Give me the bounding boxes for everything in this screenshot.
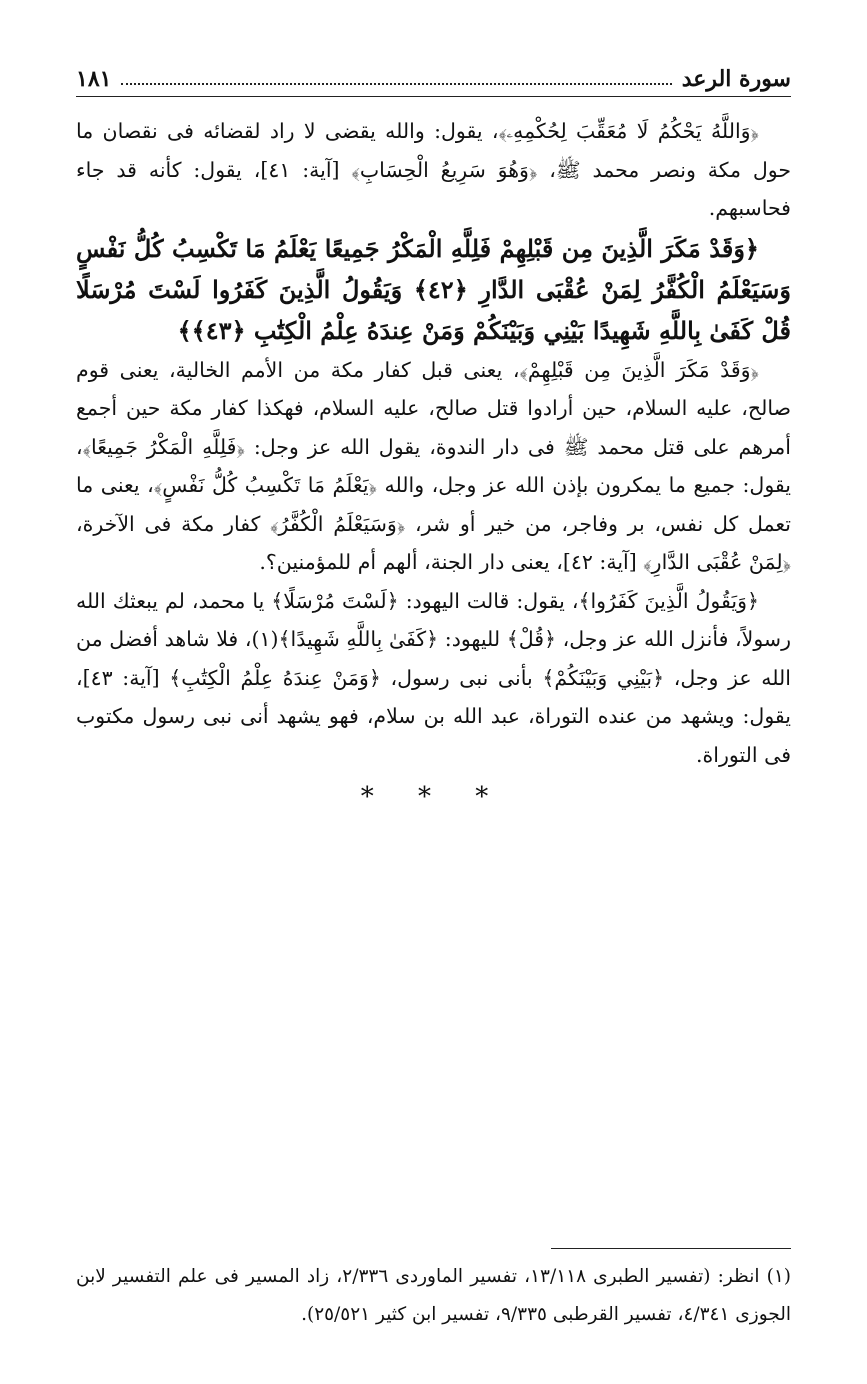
surah-title: سورة الرعد bbox=[681, 66, 791, 92]
section-separator: * * * bbox=[360, 782, 507, 812]
running-header bbox=[76, 58, 791, 92]
paragraph-2: ﴿وَقَدْ مَكَرَ الَّذِينَ مِن قَبْلِهِمْ﴾، يعنى قبل كفار مكة من الأمم الخالية، يعنى قوم صالح، عليه السلام، حين أرادوا قتل صالح، عليه السلام، فهكذا كفار مكة حين أجمع أمرهم على قتل محمد ﷺ فى دار الندوة، يقول الله عز وجل: ﴿فَلِلَّهِ الْمَكْرُ جَمِيعًا﴾، يقول: جميع ما يمكرون بإذن الله عز وجل، والله ﴿يَعْلَمُ مَا تَكْسِبُ كُلُّ نَفْسٍ﴾، يعنى ما تعمل كل نفس، بر وفاجر، من خير أو شر، ﴿وَسَيَعْلَمُ الْكُفَّرُ﴾ كفار مكة فى الآخرة، ﴿لِمَنْ عُقْبَى الدَّارِ﴾ [آية: ٤٢]، يعنى دار الجنة، ألهم أم للمؤمنين؟. bbox=[76, 357, 791, 574]
paragraph-3: ﴿وَيَقُولُ الَّذِينَ كَفَرُوا﴾، يقول: قالت اليهود: ﴿لَسْتَ مُرْسَلًا﴾ يا محمد، لم يبعثك الله رسولاً، فأنزل الله عز وجل، ﴿قُلْ﴾ لليهود: ﴿كَفَىٰ بِاللَّهِ شَهِيدًا﴾(١)، فلا شاهد أفضل من الله عز وجل، ﴿بَيْنِي وَبَيْنَكُمْ﴾ بأنى نبى رسول، ﴿وَمَنْ عِندَهُ عِلْمُ الْكِتَٰبِ﴾ [آية: ٤٣]، يقول: ويشهد من عنده التوراة، عبد الله بن سلام، فهو يشهد أنى نبى رسول مكتوب فى التوراة. bbox=[76, 588, 791, 767]
page-number: ١٨١ bbox=[76, 66, 112, 92]
header-dot-leader bbox=[121, 83, 671, 85]
main-text bbox=[76, 112, 791, 817]
header-rule bbox=[76, 96, 791, 97]
quran-verse-block: ﴿وَقَدْ مَكَرَ الَّذِينَ مِن قَبْلِهِمْ فَلِلَّهِ الْمَكْرُ جَمِيعًا يَعْلَمُ مَا تَكْسِبُ كُلُّ نَفْسٍ وَسَيَعْلَمُ الْكُفَّرُ لِمَنْ عُقْبَى الدَّارِ ﴿٤٢﴾ وَيَقُولُ الَّذِينَ كَفَرُوا لَسْتَ مُرْسَلًا قُلْ كَفَىٰ بِاللَّهِ شَهِيدًا بَيْنِي وَبَيْنَكُمْ وَمَنْ عِندَهُ عِلْمُ الْكِتَٰبِ ﴿٤٣﴾﴾ bbox=[76, 233, 791, 345]
paragraph-1: ﴿وَاللَّهُ يَحْكُمُ لَا مُعَقِّبَ لِحُكْمِهِۦ﴾، يقول: والله يقضى لا راد لقضائه فى نقصان ما حول مكة ونصر محمد ﷺ، ﴿وَهُوَ سَرِيعُ الْحِسَابِ﴾ [آية: ٤١]، يقول: كأنه قد جاء فحاسبهم. bbox=[76, 119, 792, 220]
footnote-rule bbox=[551, 1248, 791, 1249]
footnotes bbox=[76, 1258, 791, 1334]
footnote-1: (١) انظر: (تفسير الطبرى ١٣/١١٨، تفسير الماوردى ٢/٣٣٦، زاد المسير فى علم التفسير لابن الجوزى ٤/٣٤١، تفسير القرطبى ٩/٣٣٥، تفسير ابن كثير ٢٥/٥٢١). bbox=[76, 1266, 792, 1325]
